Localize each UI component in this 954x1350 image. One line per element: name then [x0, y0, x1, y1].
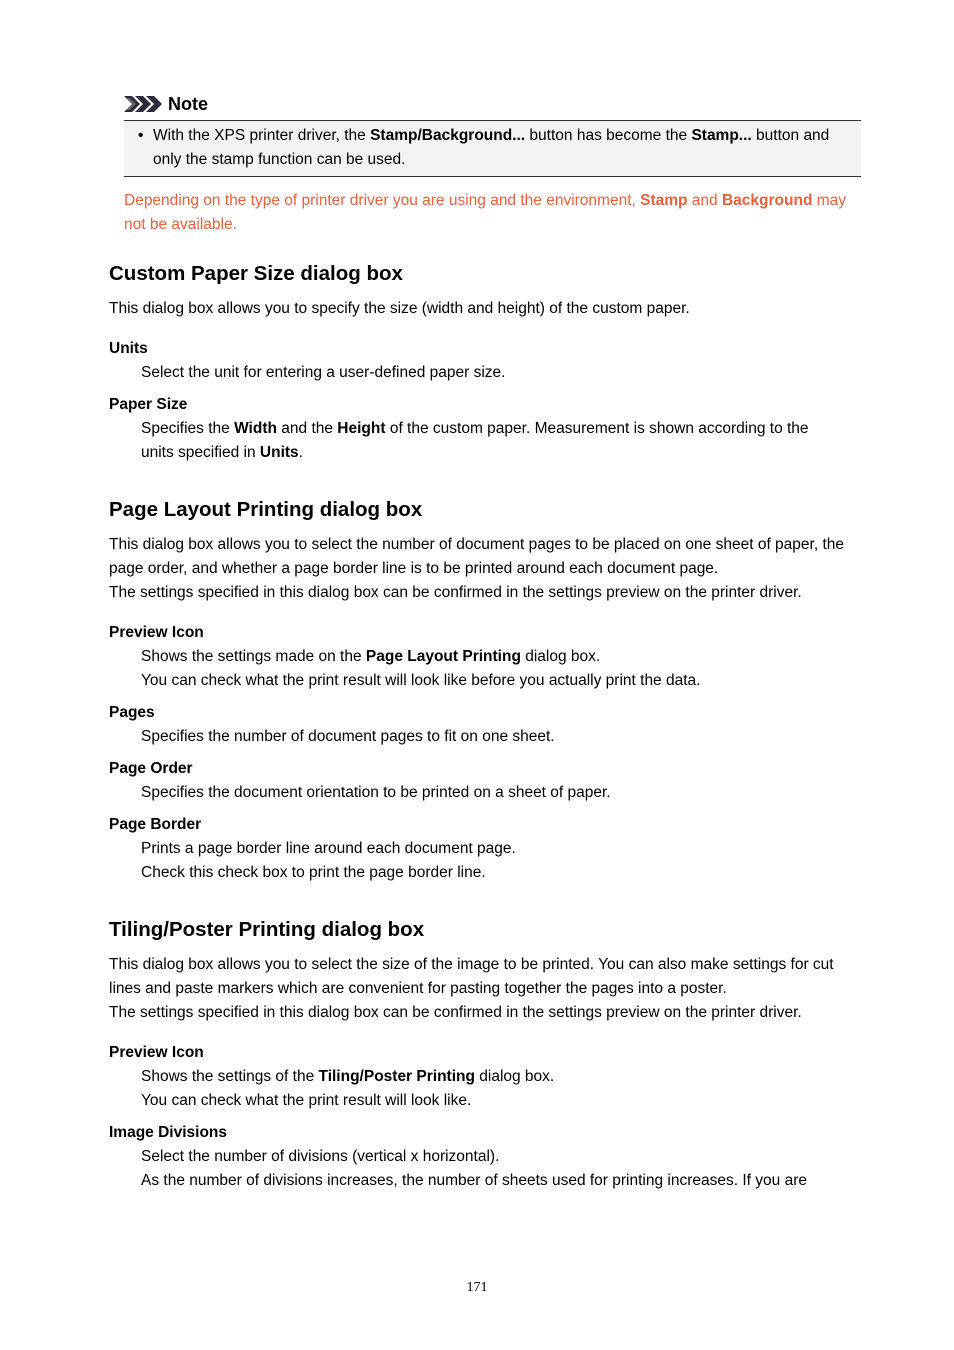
note-title: Note [168, 93, 208, 114]
page-number: 171 [466, 1280, 488, 1295]
pl-preview-desc: Shows the settings made on the Page Layout Printing dialog box. [141, 648, 601, 665]
tiling-heading: Tiling/Poster Printing dialog box [109, 918, 425, 941]
availability-warning: Depending on the type of printer driver you are using and the environment, Stamp and Background may not be available. [124, 192, 847, 233]
page-order-label: Page Order [109, 760, 193, 777]
tp-preview-desc: Shows the settings of the Tiling/Poster Printing dialog box. [141, 1068, 555, 1085]
page-layout-intro-2: The settings specified in this dialog box can be confirmed in the settings preview on the printer driver. [109, 584, 802, 601]
tp-preview-desc-2: You can check what the print result will look like. [141, 1092, 472, 1109]
image-divisions-desc-2: As the number of divisions increases, the number of sheets used for printing increases. If you are [141, 1172, 807, 1189]
note-bullet: • [138, 127, 144, 144]
pages-label: Pages [109, 704, 155, 721]
units-label: Units [109, 340, 148, 357]
note-text: With the XPS printer driver, the Stamp/Background... button has become the Stamp... button and only the stamp function can be used. [153, 127, 830, 168]
pl-preview-desc-2: You can check what the print result will look like before you actually print the data. [141, 672, 701, 689]
tiling-intro: This dialog box allows you to select the size of the image to be printed. You can also make settings for cut lines and paste markers which are convenient for pasting together the pages into a poster. [109, 956, 834, 998]
pl-preview-label: Preview Icon [109, 624, 204, 641]
paper-size-label: Paper Size [109, 396, 188, 413]
custom-paper-intro: This dialog box allows you to specify the size (width and height) of the custom paper. [109, 300, 690, 317]
page-border-desc-2: Check this check box to print the page border line. [141, 864, 486, 881]
page-layout-intro: This dialog box allows you to select the number of document pages to be placed on one sheet of paper, the page order, and whether a page border line is to be printed around each document page. [109, 536, 845, 578]
note-box [124, 120, 861, 177]
note-header [124, 91, 208, 117]
page-order-desc: Specifies the document orientation to be printed on a sheet of paper. [141, 784, 611, 801]
page-border-label: Page Border [109, 816, 202, 833]
page-border-desc: Prints a page border line around each document page. [141, 840, 516, 857]
tiling-intro-2: The settings specified in this dialog box can be confirmed in the settings preview on the printer driver. [109, 1004, 802, 1021]
image-divisions-label: Image Divisions [109, 1124, 228, 1141]
image-divisions-desc: Select the number of divisions (vertical x horizontal). [141, 1148, 500, 1165]
custom-paper-heading: Custom Paper Size dialog box [109, 262, 403, 285]
tp-preview-label: Preview Icon [109, 1044, 204, 1061]
pages-desc: Specifies the number of document pages to fit on one sheet. [141, 728, 555, 745]
note-icon [124, 96, 162, 112]
paper-size-desc: Specifies the Width and the Height of the custom paper. Measurement is shown according to the units specified in Units. [141, 420, 809, 461]
units-desc: Select the unit for entering a user-defined paper size. [141, 364, 506, 381]
page-layout-heading: Page Layout Printing dialog box [109, 498, 423, 521]
